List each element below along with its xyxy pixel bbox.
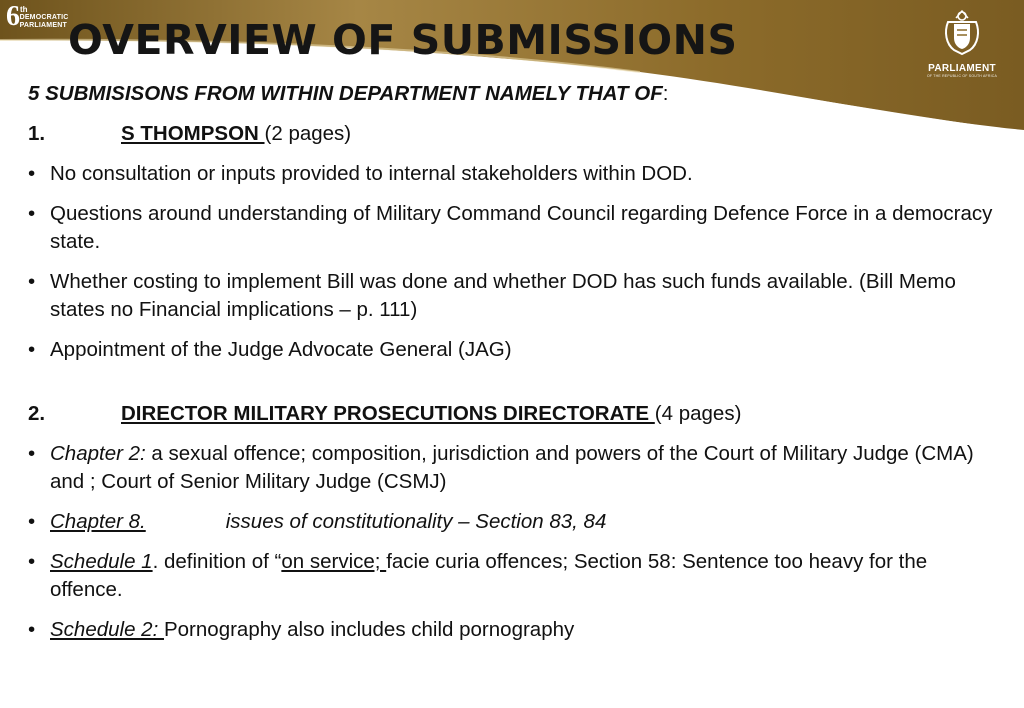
- parliament-logo: [920, 8, 1004, 78]
- bullet-item: [28, 548, 998, 604]
- schedule1-label: Schedule 1: [50, 550, 153, 573]
- bullet-item: • Questions around understanding of Military Command Council regarding Defence Force in a democracy state.: [28, 200, 998, 256]
- intro-text: 5 SUBMISISONS FROM WITHIN DEPARTMENT NAMELY THAT OF: [28, 82, 663, 105]
- sixth-parliament-logo: [6, 1, 69, 32]
- chapter2-text: a sexual offence; composition, jurisdiction and powers of the Court of Military Judge (CMA) and ; Court of Senior Military Judge (CSMJ): [50, 442, 974, 493]
- logo-number: 6: [6, 1, 20, 32]
- bullet-item: • Appointment of the Judge Advocate General (JAG): [28, 336, 998, 364]
- section2-number: 2.: [28, 402, 46, 425]
- logo-superscript: th: [20, 5, 28, 14]
- intro-line: [28, 80, 998, 108]
- section2-heading: [28, 400, 998, 428]
- section2-name: DIRECTOR MILITARY PROSECUTIONS DIRECTORATE: [121, 402, 655, 425]
- logo-line2: PARLIAMENT: [19, 22, 67, 29]
- section1-pages: (2 pages): [264, 122, 352, 145]
- intro-colon: :: [662, 82, 669, 105]
- schedule2-label: Schedule 2:: [50, 618, 164, 641]
- section2-bullets: [28, 440, 998, 644]
- section1-heading: [28, 120, 998, 148]
- bullet-item: [28, 616, 998, 644]
- section1-bullets: [28, 160, 998, 364]
- bullet-item: • No consultation or inputs provided to internal stakeholders within DOD.: [28, 160, 998, 188]
- section-spacer: [28, 376, 998, 400]
- logo-line1: DEMOCRATIC: [19, 14, 69, 21]
- parliament-subtitle: OF THE REPUBLIC OF SOUTH AFRICA: [926, 74, 998, 78]
- page-title: OVERVIEW OF SUBMISSIONS: [68, 16, 738, 64]
- parliament-name: PARLIAMENT: [928, 63, 996, 74]
- on-service-text: on service;: [281, 550, 387, 573]
- chapter2-label: Chapter 2:: [50, 442, 146, 465]
- schedule1-post: facie curia offences; Section 58: Sentence too heavy for the offence.: [50, 550, 928, 601]
- slide-body: [28, 80, 998, 656]
- section1-number: 1.: [28, 122, 46, 145]
- section1-name: S THOMPSON: [121, 122, 265, 145]
- logo-text: [20, 14, 69, 30]
- schedule1-pre: . definition of “: [152, 550, 282, 573]
- bullet-item: [28, 440, 998, 496]
- chapter8-label: Chapter 8.: [50, 510, 146, 533]
- section2-pages: (4 pages): [654, 402, 742, 425]
- bullet-item: • Whether costing to implement Bill was done and whether DOD has such funds available. (Bill Memo states no Financial implications – p. 111): [28, 268, 998, 324]
- bullet-item: [28, 508, 998, 536]
- schedule2-text: Pornography also includes child pornography: [163, 618, 575, 641]
- chapter8-text: issues of constitutionality – Section 83, 84: [225, 510, 607, 533]
- parliament-crest-icon: [940, 8, 984, 56]
